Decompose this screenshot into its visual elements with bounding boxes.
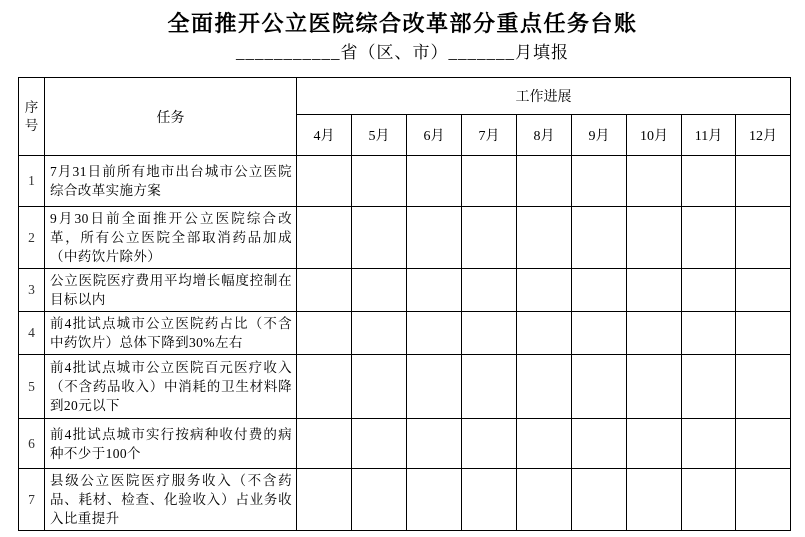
progress-cell[interactable] xyxy=(297,207,352,269)
row-index: 5 xyxy=(19,355,45,419)
progress-cell[interactable] xyxy=(627,312,682,355)
progress-cell[interactable] xyxy=(682,419,736,469)
progress-cell[interactable] xyxy=(517,269,572,312)
progress-cell[interactable] xyxy=(736,355,791,419)
progress-cell[interactable] xyxy=(407,269,462,312)
progress-cell[interactable] xyxy=(407,312,462,355)
progress-cell[interactable] xyxy=(572,312,627,355)
header-month: 9月 xyxy=(572,115,627,156)
task-row xyxy=(19,156,791,207)
task-text: 县级公立医院医疗服务收入（不含药品、耗材、检查、化验收入）占业务收入比重提升 xyxy=(45,469,297,531)
row-index: 1 xyxy=(19,156,45,207)
progress-cell[interactable] xyxy=(352,469,407,531)
progress-cell[interactable] xyxy=(297,355,352,419)
header-task: 任务 xyxy=(45,78,297,156)
task-ledger-table xyxy=(18,77,791,531)
header-month: 10月 xyxy=(627,115,682,156)
document-page xyxy=(0,9,805,526)
progress-cell[interactable] xyxy=(517,469,572,531)
progress-cell[interactable] xyxy=(352,419,407,469)
progress-cell[interactable] xyxy=(462,355,517,419)
progress-cell[interactable] xyxy=(462,207,517,269)
progress-cell[interactable] xyxy=(736,269,791,312)
task-text: 9月30日前全面推开公立医院综合改革，所有公立医院全部取消药品加成（中药饮片除外） xyxy=(45,207,297,269)
progress-cell[interactable] xyxy=(352,156,407,207)
progress-cell[interactable] xyxy=(462,312,517,355)
progress-cell[interactable] xyxy=(407,419,462,469)
progress-cell[interactable] xyxy=(352,269,407,312)
progress-cell[interactable] xyxy=(682,312,736,355)
page-subtitle: ___________省（区、市）_______月填报 xyxy=(236,43,569,62)
progress-cell[interactable] xyxy=(462,419,517,469)
progress-cell[interactable] xyxy=(462,469,517,531)
progress-cell[interactable] xyxy=(572,269,627,312)
progress-cell[interactable] xyxy=(517,419,572,469)
progress-cell[interactable] xyxy=(517,355,572,419)
progress-cell[interactable] xyxy=(627,156,682,207)
progress-cell[interactable] xyxy=(407,469,462,531)
progress-cell[interactable] xyxy=(572,469,627,531)
progress-cell[interactable] xyxy=(736,419,791,469)
task-row xyxy=(19,419,791,469)
progress-cell[interactable] xyxy=(297,156,352,207)
page-title: 全面推开公立医院综合改革部分重点任务台账 xyxy=(167,11,638,36)
progress-cell[interactable] xyxy=(517,207,572,269)
task-row xyxy=(19,355,791,419)
progress-cell[interactable] xyxy=(736,156,791,207)
task-text: 公立医院医疗费用平均增长幅度控制在目标以内 xyxy=(45,269,297,312)
progress-cell[interactable] xyxy=(682,269,736,312)
task-text: 7月31日前所有地市出台城市公立医院综合改革实施方案 xyxy=(45,156,297,207)
task-row xyxy=(19,269,791,312)
row-index: 7 xyxy=(19,469,45,531)
progress-cell[interactable] xyxy=(627,419,682,469)
task-row xyxy=(19,207,791,269)
task-text: 前4批试点城市实行按病种收付费的病种不少于100个 xyxy=(45,419,297,469)
progress-cell[interactable] xyxy=(352,207,407,269)
progress-cell[interactable] xyxy=(572,207,627,269)
header-index: 序号 xyxy=(19,78,45,156)
header-month: 5月 xyxy=(352,115,407,156)
task-text: 前4批试点城市公立医院药占比（不含中药饮片）总体下降到30%左右 xyxy=(45,312,297,355)
progress-cell[interactable] xyxy=(572,156,627,207)
progress-cell[interactable] xyxy=(407,355,462,419)
progress-cell[interactable] xyxy=(517,312,572,355)
header-progress: 工作进展 xyxy=(297,78,791,115)
header-month: 8月 xyxy=(517,115,572,156)
progress-cell[interactable] xyxy=(297,312,352,355)
progress-cell[interactable] xyxy=(682,207,736,269)
progress-cell[interactable] xyxy=(627,207,682,269)
progress-cell[interactable] xyxy=(297,269,352,312)
progress-cell[interactable] xyxy=(517,156,572,207)
progress-cell[interactable] xyxy=(462,156,517,207)
progress-cell[interactable] xyxy=(627,469,682,531)
progress-cell[interactable] xyxy=(736,469,791,531)
progress-cell[interactable] xyxy=(627,269,682,312)
header-month: 4月 xyxy=(297,115,352,156)
progress-cell[interactable] xyxy=(572,419,627,469)
progress-cell[interactable] xyxy=(736,207,791,269)
task-row xyxy=(19,312,791,355)
task-row xyxy=(19,469,791,531)
header-month: 7月 xyxy=(462,115,517,156)
progress-cell[interactable] xyxy=(407,156,462,207)
progress-cell[interactable] xyxy=(572,355,627,419)
row-index: 4 xyxy=(19,312,45,355)
header-row-top xyxy=(19,78,791,115)
progress-cell[interactable] xyxy=(682,469,736,531)
progress-cell[interactable] xyxy=(297,419,352,469)
row-index: 6 xyxy=(19,419,45,469)
progress-cell[interactable] xyxy=(682,355,736,419)
progress-cell[interactable] xyxy=(682,156,736,207)
row-index: 3 xyxy=(19,269,45,312)
header-month: 12月 xyxy=(736,115,791,156)
task-text: 前4批试点城市公立医院百元医疗收入（不含药品收入）中消耗的卫生材料降到20元以下 xyxy=(45,355,297,419)
progress-cell[interactable] xyxy=(407,207,462,269)
row-index: 2 xyxy=(19,207,45,269)
header-month: 11月 xyxy=(682,115,736,156)
progress-cell[interactable] xyxy=(627,355,682,419)
progress-cell[interactable] xyxy=(462,269,517,312)
progress-cell[interactable] xyxy=(297,469,352,531)
progress-cell[interactable] xyxy=(736,312,791,355)
header-month: 6月 xyxy=(407,115,462,156)
progress-cell[interactable] xyxy=(352,312,407,355)
progress-cell[interactable] xyxy=(352,355,407,419)
